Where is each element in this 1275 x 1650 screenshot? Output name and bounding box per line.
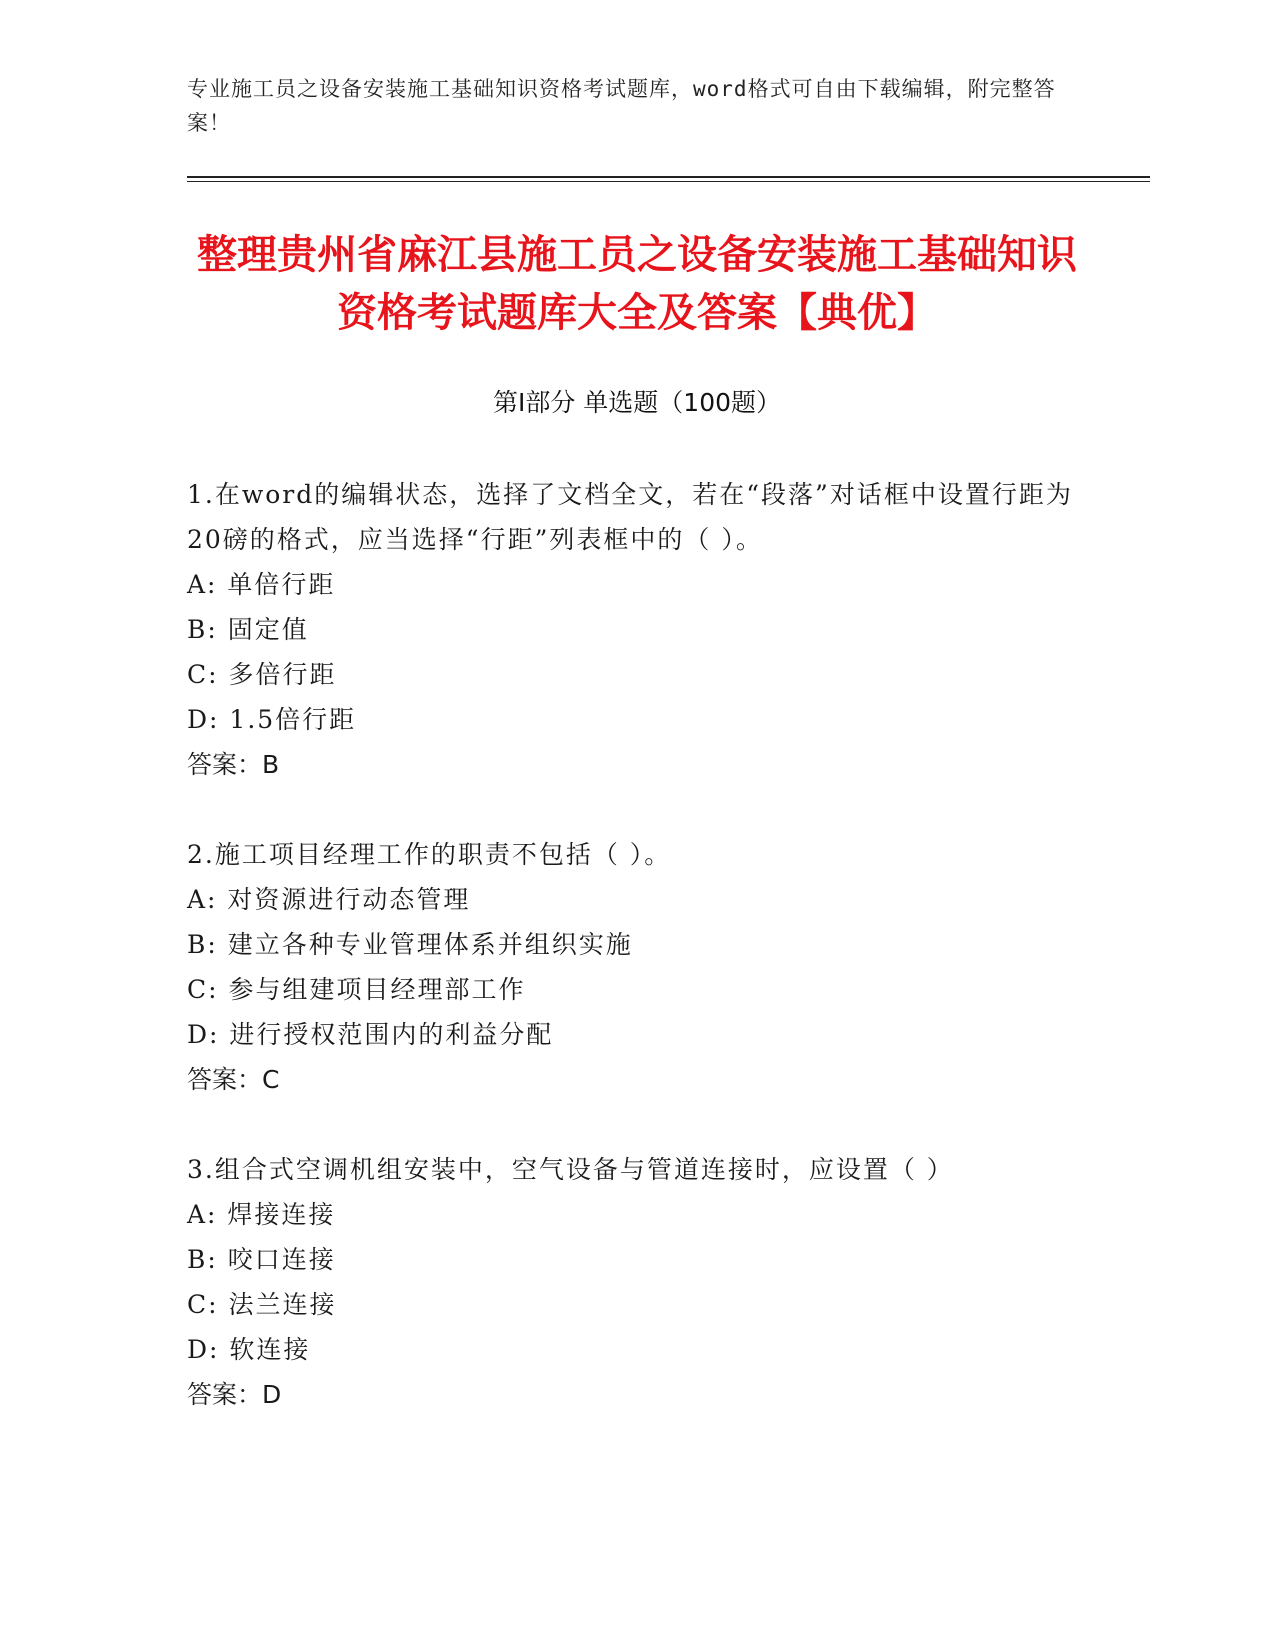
question-list	[187, 472, 1087, 1462]
option-c: C: 参与组建项目经理部工作	[187, 975, 526, 1004]
question-2	[187, 832, 1087, 1102]
option-d: D: 1.5倍行距	[187, 705, 357, 734]
answer: 答案：B	[187, 750, 280, 779]
option-d: D: 软连接	[187, 1335, 311, 1364]
option-b: B: 咬口连接	[187, 1245, 336, 1274]
header-divider-thin	[187, 181, 1150, 182]
question-3	[187, 1147, 1087, 1417]
option-a: A: 单倍行距	[187, 570, 336, 599]
option-b: B: 固定值	[187, 615, 309, 644]
answer: 答案：C	[187, 1065, 280, 1094]
question-stem: 3.组合式空调机组安装中，空气设备与管道连接时，应设置（ ）	[187, 1155, 954, 1184]
option-a: A: 焊接连接	[187, 1200, 336, 1229]
header-divider-thick	[187, 176, 1150, 178]
option-c: C: 法兰连接	[187, 1290, 337, 1319]
option-b: B: 建立各种专业管理体系并组织实施	[187, 930, 633, 959]
question-1	[187, 472, 1087, 787]
question-stem: 2.施工项目经理工作的职责不包括（ ）。	[187, 840, 672, 869]
section-heading: 第Ⅰ部分 单选题（100题）	[492, 388, 782, 417]
option-d: D: 进行授权范围内的利益分配	[187, 1020, 554, 1049]
option-a: A: 对资源进行动态管理	[187, 885, 471, 914]
header-note: 专业施工员之设备安装施工基础知识资格考试题库，word格式可自由下载编辑，附完整答案！	[187, 77, 1056, 135]
document-title: 整理贵州省麻江县施工员之设备安装施工基础知识资格考试题库大全及答案【典优】	[197, 232, 1077, 336]
option-c: C: 多倍行距	[187, 660, 337, 689]
question-stem: 1.在word的编辑状态，选择了文档全文，若在“段落”对话框中设置行距为20磅的格式，应当选择“行距”列表框中的（ ）。	[187, 480, 1073, 554]
answer: 答案：D	[187, 1380, 282, 1409]
